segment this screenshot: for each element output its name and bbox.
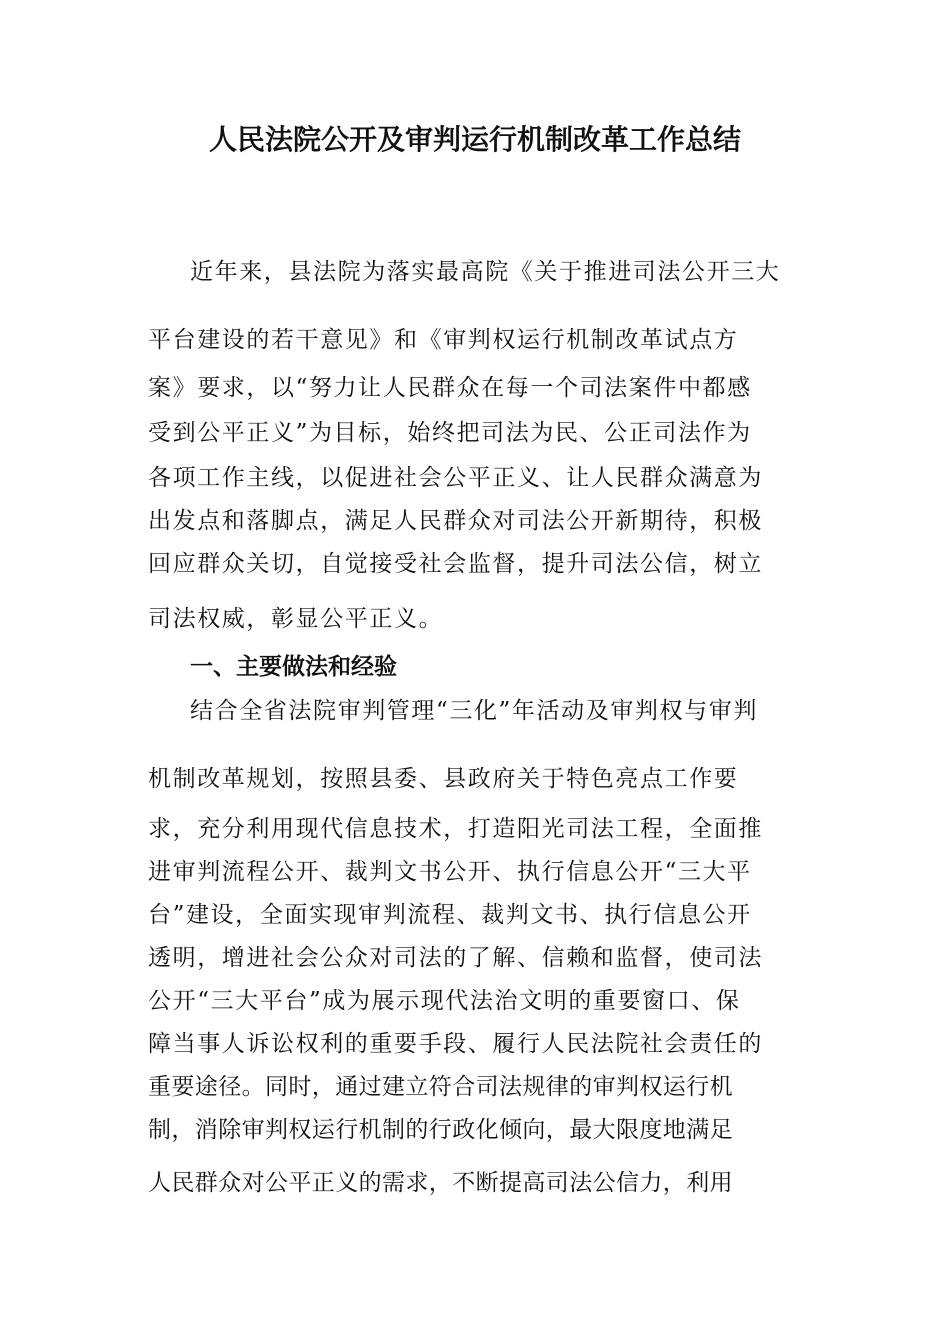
section-heading: 一、主要做法和经验 — [190, 654, 397, 680]
paragraph-line: 机制改革规划，按照县委、县政府关于特色亮点工作要 — [148, 766, 739, 792]
paragraph-line: 进审判流程公开、裁判文书公开、执行信息公开“三大平 — [148, 859, 752, 885]
paragraph-line: 回应群众关切，自觉接受社会监督，提升司法公信，树立 — [148, 551, 763, 577]
paragraph-line: 透明，增进社会公众对司法的了解、信赖和监督，使司法 — [148, 945, 763, 971]
paragraph-line: 案》要求，以“努力让人民群众在每一个司法案件中都感 — [148, 375, 752, 401]
document-title: 人民法院公开及审判运行机制改革工作总结 — [208, 123, 741, 156]
paragraph-line: 平台建设的若干意见》和《审判权运行机制改革试点方 — [148, 327, 739, 353]
paragraph-line: 公开“三大平台”成为展示现代法治文明的重要窗口、保 — [148, 988, 741, 1014]
paragraph-line: 求，充分利用现代信息技术，打造阳光司法工程，全面推 — [148, 816, 763, 842]
paragraph-line: 司法权威，彰显公平正义。 — [148, 606, 444, 632]
paragraph-line: 人民群众对公平正义的需求，不断提高司法公信力，利用 — [148, 1170, 733, 1196]
paragraph-line: 重要途径。同时，通过建立符合司法规律的审判权运行机 — [148, 1074, 733, 1100]
paragraph-line: 台”建设，全面实现审判流程、裁判文书、执行信息公开 — [148, 902, 752, 928]
paragraph-line: 近年来，县法院为落实最高院《关于推进司法公开三大 — [190, 259, 781, 285]
paragraph-line: 制，消除审判权运行机制的行政化倾向，最大限度地满足 — [148, 1117, 733, 1143]
paragraph-line: 障当事人诉讼权利的重要手段、履行人民法院社会责任的 — [148, 1031, 763, 1057]
paragraph-line: 出发点和落脚点，满足人民群众对司法公开新期待，积极 — [148, 508, 763, 534]
paragraph-line: 受到公平正义”为目标，始终把司法为民、公正司法作为 — [148, 420, 752, 446]
paragraph-line: 各项工作主线，以促进社会公平正义、让人民群众满意为 — [148, 465, 763, 491]
paragraph-line: 结合全省法院审判管理“三化”年活动及审判权与审判 — [190, 698, 758, 724]
